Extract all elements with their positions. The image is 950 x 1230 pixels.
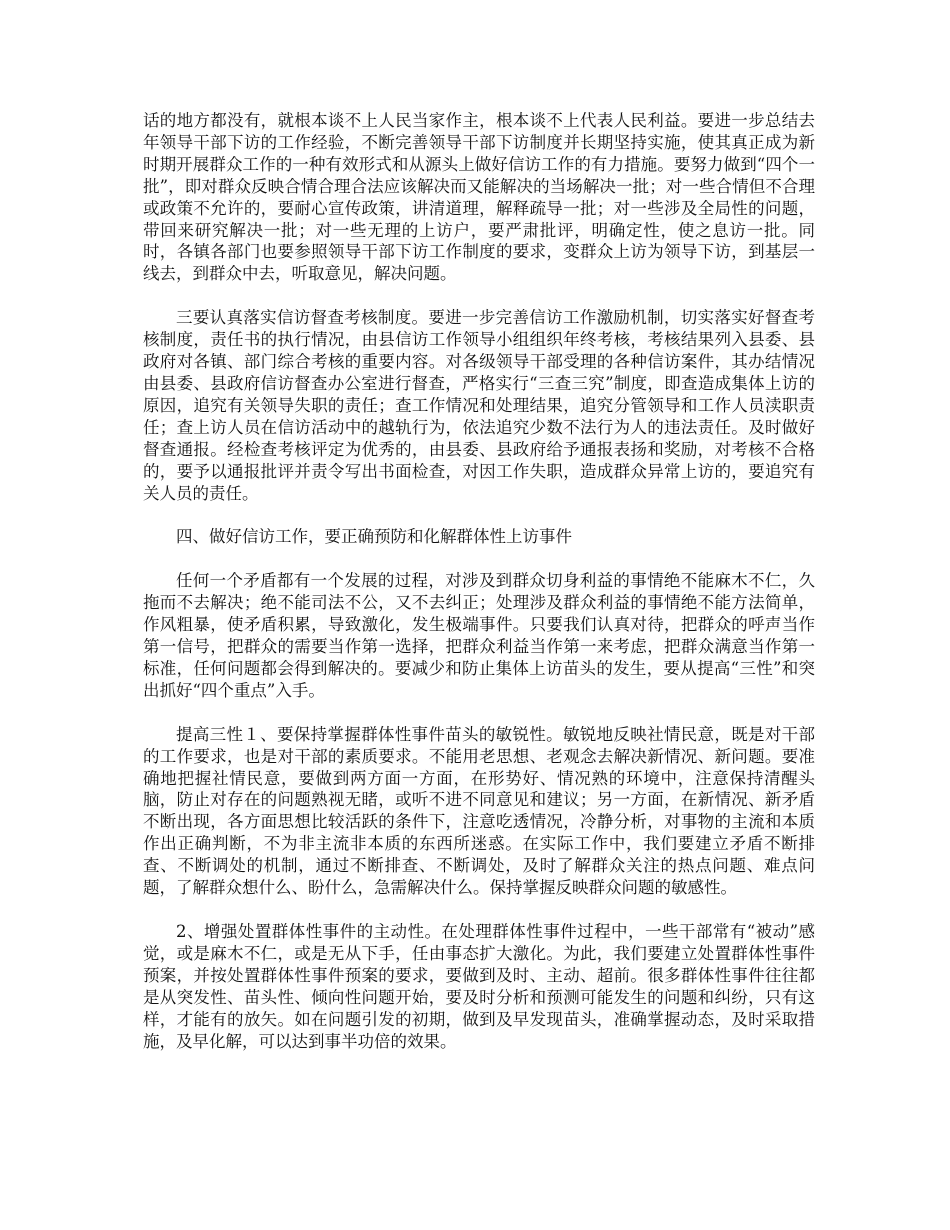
document-page xyxy=(143,110,815,1074)
paragraph-initiative: 2、增强处置群体性事件的主动性。在处理群体性事件过程中，一些干部常有“被动”感觉，或是麻木不仁，或是无从下手，任由事态扩大激化。为此，我们要建立处置群体性事件预案，并按处置群体性事件预案的要求，要做到及时、主动、超前。很多群体性事件往往都是从突发性、苗头性、倾向性问题开始，要及时分析和预测可能发生的问题和纠纷，只有这样，才能有的放矢。如在问题引发的初期，做到及早发现苗头，准确掌握动态，及时采取措施，及早化解，可以达到事半功倍的效果。 xyxy=(143,922,815,1051)
paragraph-supervision: 三要认真落实信访督查考核制度。要进一步完善信访工作激励机制，切实落实好督查考核制度，责任书的执行情况，由县信访工作领导小组组织年终考核，考核结果列入县委、县政府对各镇、部门综合考核的重要内容。对各级领导干部受理的各种信访案件，其办结情况由县委、县政府信访督查办公室进行督查，严格实行“三查三究”制度，即查造成集体上访的原因，追究有关领导失职的责任；查工作情况和处理结果，追究分管领导和工作人员渎职责任；查上访人员在信访活动中的越轨行为，依法追究少数不法行为人的违法责任。及时做好督查通报。经检查考核评定为优秀的，由县委、县政府给予通报表扬和奖励，对考核不合格的，要予以通报批评并责令写出书面检查，对因工作失职，造成群众异常上访的，要追究有关人员的责任。 xyxy=(143,308,815,503)
paragraph-continuation: 话的地方都没有，就根本谈不上人民当家作主，根本谈不上代表人民利益。要进一步总结去年领导干部下访的工作经验，不断完善领导干部下访制度并长期坚持实施，使其真正成为新时期开展群众工作的一种有效形式和从源头上做好信访工作的有力措施。要努力做到“四个一批”，即对群众反映合情合理合法应该解决而又能解决的当场解决一批；对一些合情但不合理或政策不允许的，要耐心宣传政策，讲清道理，解释疏导一批；对一些涉及全局性的问题，带回来研究解决一批；对一些无理的上访户，要严肃批评，明确定性，使之息访一批。同时，各镇各部门也要参照领导干部下访工作制度的要求，变群众上访为领导下访，到基层一线去，到群众中去，听取意见，解决问题。 xyxy=(143,111,815,284)
section-heading: 四、做好信访工作，要正确预防和化解群体性上访事件 xyxy=(176,527,572,547)
paragraph-sensitivity: 提高三性１、要保持掌握群体性事件苗头的敏锐性。敏锐地反映社情民意，既是对干部的工作要求，也是对干部的素质要求。不能用老思想、老观念去解决新情况、新问题。要准确地把握社情民意，要做到两方面一方面，在形势好、情况熟的环境中，注意保持清醒头脑，防止对存在的问题熟视无睹，或听不进不同意见和建议；另一方面，在新情况、新矛盾不断出现，各方面思想比较活跃的条件下，注意吃透情况，冷静分析，对事物的主流和本质作出正确判断，不为非主流非本质的东西所迷惑。在实际工作中，我们要建立矛盾不断排查、不断调处的机制，通过不断排查、不断调处，及时了解群众关注的热点问题、难点问题，了解群众想什么、盼什么，急需解决什么。保持掌握反映群众问题的敏感性。 xyxy=(143,724,815,898)
paragraph-contradiction: 任何一个矛盾都有一个发展的过程，对涉及到群众切身利益的事情绝不能麻木不仁，久拖而不去解决；绝不能司法不公，又不去纠正；处理涉及群众利益的事情绝不能方法简单，作风粗暴，使矛盾积累，导致激化，发生极端事件。只要我们认真对待，把群众的呼声当作第一信号，把群众的需要当作第一选择，把群众利益当作第一来考虑，把群众满意当作第一标准，任何问题都会得到解决的。要减少和防止集体上访苗头的发生，要从提高“三性”和突出抓好“四个重点”入手。 xyxy=(143,571,815,700)
